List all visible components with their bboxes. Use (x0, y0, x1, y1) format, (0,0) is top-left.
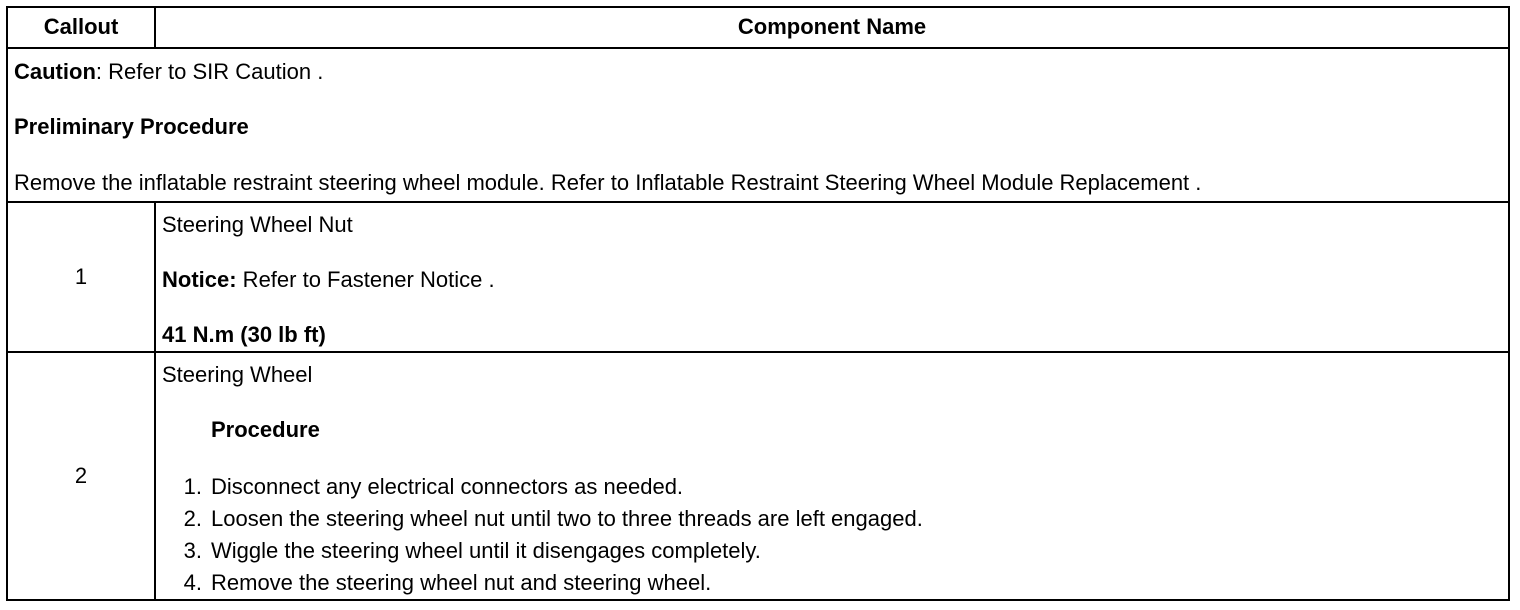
component-cell (155, 202, 1509, 352)
step-number: 3. (183, 537, 202, 563)
preliminary-procedure-text: Remove the inflatable restraint steering wheel module. Refer to Inflatable Restraint Steering Wheel Module Replacement . (14, 169, 1202, 195)
step-text: Disconnect any electrical connectors as needed. (211, 473, 684, 499)
notice-label: Notice: (162, 267, 237, 293)
step-number: 2. (183, 505, 202, 531)
callout-column-header: Callout (7, 7, 155, 48)
component-name: Steering Wheel Nut (162, 212, 353, 237)
table-row (7, 202, 1509, 352)
caution-label: Caution (14, 59, 96, 84)
procedure-step (162, 567, 1508, 599)
table-header-row (7, 7, 1509, 48)
component-name-column-header: Component Name (155, 7, 1509, 48)
preliminary-procedure-title: Preliminary Procedure (14, 114, 249, 140)
procedure-step (162, 503, 1508, 535)
procedure-step (162, 471, 1508, 503)
step-text: Wiggle the steering wheel until it disengages completely. (211, 537, 761, 563)
intro-row (7, 48, 1509, 202)
callout-number: 1 (7, 202, 155, 352)
component-table (6, 6, 1510, 601)
table-row (7, 352, 1509, 600)
procedure-step (162, 535, 1508, 567)
caution-line (14, 49, 1508, 85)
callout-number: 2 (7, 352, 155, 600)
caution-text: : Refer to SIR Caution . (95, 59, 324, 84)
intro-cell (7, 48, 1509, 202)
step-number: 1. (183, 473, 202, 499)
procedure-steps (162, 471, 1508, 599)
step-text: Remove the steering wheel nut and steering wheel. (211, 569, 712, 595)
notice-text: Refer to Fastener Notice . (236, 267, 495, 293)
component-name: Steering Wheel (162, 362, 313, 387)
step-number: 4. (183, 569, 202, 595)
torque-spec: 41 N.m (30 lb ft) (162, 321, 326, 347)
component-cell (155, 352, 1509, 600)
notice-line (162, 238, 1508, 293)
step-text: Loosen the steering wheel nut until two to three threads are left engaged. (211, 505, 923, 531)
procedure-title: Procedure (211, 417, 320, 443)
component-table-page (6, 6, 1508, 603)
